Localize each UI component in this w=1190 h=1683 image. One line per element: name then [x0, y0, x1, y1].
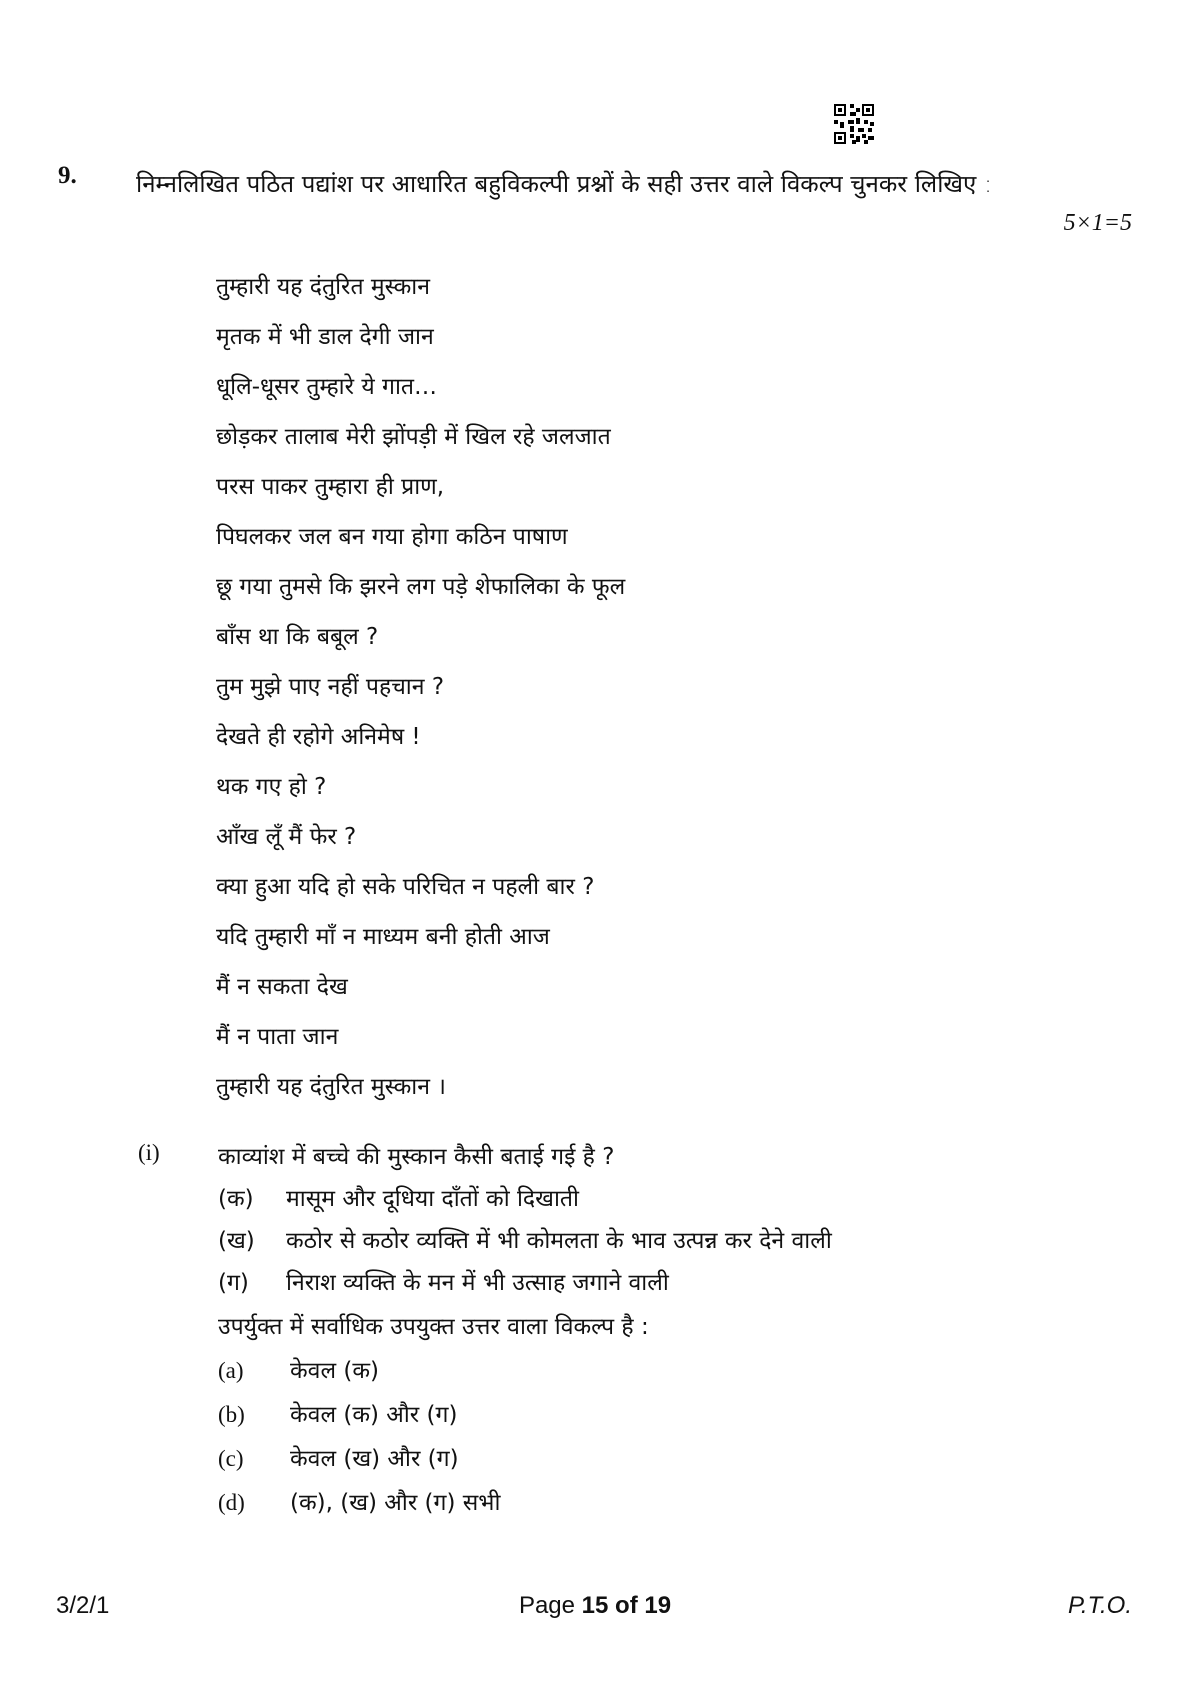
poem-line: क्या हुआ यदि हो सके परिचित न पहली बार ?	[216, 874, 595, 900]
option-label: (a)	[218, 1358, 244, 1383]
statement-text: मासूम और दूधिया दाँतों को दिखाती	[286, 1186, 579, 1212]
sub-question-number: (i)	[138, 1140, 160, 1165]
page-total: 19	[644, 1592, 672, 1619]
poem-line: तुम्हारी यह दंतुरित मुस्कान	[216, 274, 430, 300]
statement-label: (ख)	[218, 1228, 255, 1254]
option-text: केवल (क) और (ग)	[290, 1402, 458, 1428]
option-d[interactable]	[218, 1486, 500, 1520]
sub-question-text: काव्यांश में बच्चे की मुस्कान कैसी बताई गई है ?	[218, 1144, 615, 1170]
option-text: केवल (क)	[290, 1358, 379, 1384]
option-a[interactable]	[218, 1354, 379, 1388]
poem-line: छू गया तुमसे कि झरने लग पड़े शेफालिका के फूल	[216, 574, 626, 600]
option-text: केवल (ख) और (ग)	[290, 1446, 459, 1472]
poem-line: बाँस था कि बबूल ?	[216, 624, 379, 650]
option-label: (b)	[218, 1402, 245, 1427]
poem-line: तुम्हारी यह दंतुरित मुस्कान ।	[216, 1074, 446, 1100]
page-footer	[0, 1592, 1190, 1632]
poem-line: देखते ही रहोगे अनिमेष !	[216, 724, 421, 750]
poem-line: मृतक में भी डाल देगी जान	[216, 324, 434, 350]
poem-line: धूलि-धूसर तुम्हारे ये गात…	[216, 374, 438, 400]
statement-label: (ग)	[218, 1270, 249, 1296]
qr-code-icon	[834, 104, 874, 144]
statement-label: (क)	[218, 1186, 254, 1212]
pto-label: P.T.O.	[1067, 1592, 1132, 1619]
page-prefix: Page	[518, 1592, 582, 1619]
poem-line: परस पाकर तुम्हारा ही प्राण,	[216, 474, 445, 500]
option-text: (क), (ख) और (ग) सभी	[290, 1490, 501, 1516]
statement-ka	[218, 1182, 579, 1216]
poem-line: छोड़कर तालाब मेरी झोंपड़ी में खिल रहे जलजात	[216, 424, 611, 450]
statement-text: कठोर से कठोर व्यक्ति में भी कोमलता के भाव उत्पन्न कर देने वाली	[286, 1228, 832, 1254]
poem-line: मैं न पाता जान	[216, 1024, 339, 1050]
statement-text: निराश व्यक्ति के मन में भी उत्साह जगाने वाली	[286, 1270, 669, 1296]
statement-kha	[218, 1224, 832, 1258]
option-c[interactable]	[218, 1442, 459, 1476]
option-label: (d)	[218, 1490, 245, 1515]
question-marks: 5×1=5	[1063, 210, 1132, 236]
options-prompt: उपर्युक्त में सर्वाधिक उपयुक्त उत्तर वाला विकल्प है :	[218, 1314, 649, 1340]
statement-ga	[218, 1266, 669, 1300]
page-of: of	[608, 1592, 645, 1619]
poem-line: मैं न सकता देख	[216, 974, 348, 1000]
option-b[interactable]	[218, 1398, 457, 1432]
page-number	[0, 1592, 1190, 1620]
question-number: 9.	[58, 162, 77, 189]
poem-line: पिघलकर जल बन गया होगा कठिन पाषाण	[216, 524, 568, 550]
poem-line: तुम मुझे पाए नहीं पहचान ?	[216, 674, 445, 700]
poem-line: यदि तुम्हारी माँ न माध्यम बनी होती आज	[216, 924, 550, 950]
option-label: (c)	[218, 1446, 244, 1471]
poem-line: थक गए हो ?	[216, 774, 327, 800]
question-instruction: निम्नलिखित पठित पद्यांश पर आधारित बहुविकल्पी प्रश्नों के सही उत्तर वाले विकल्प चुनकर लिखिए :	[136, 170, 993, 198]
poem-line: आँख लूँ मैं फेर ?	[216, 824, 357, 850]
page-current: 15	[581, 1592, 609, 1619]
paper-code: 3/2/1	[56, 1592, 110, 1619]
poem-passage	[216, 262, 625, 1112]
